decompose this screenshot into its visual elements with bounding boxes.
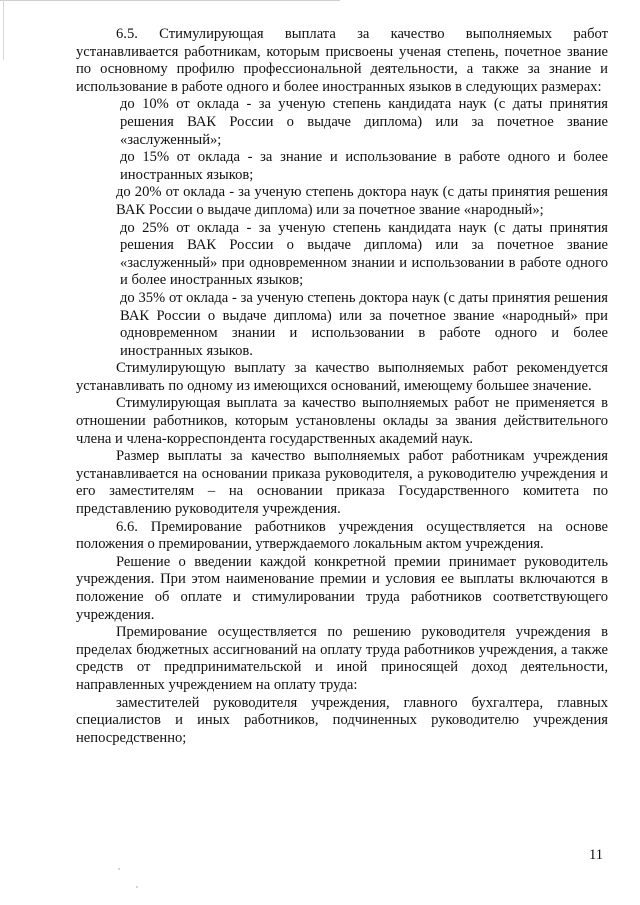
paragraph-bonus-funding: Премирование осуществляется по решению руководителя учреждения в пределах бюджетных ассигнований на оплату труда работников учреждения, а также средств от предпринимательской и иной приносящей доход деятельности, направленных учреждением на оплату труда: [76, 624, 608, 693]
scan-edge-left [3, 0, 4, 60]
page-number: 11 [589, 847, 604, 863]
list-item-10-percent: до 10% от оклада - за ученую степень кандидата наук (с даты принятия решения ВАК России о выдаче диплома) или за почетное звание «заслуженный»; [120, 96, 608, 148]
paragraph-6-5: 6.5. Стимулирующая выплата за качество выполняемых работ устанавливается работникам, которым присвоены ученая степень, почетное звание по основному профилю профессиональной деятельности, а также за знание и использование в работе одного и более иностранных языков в следующих размерах: [76, 26, 608, 95]
paragraph-6-6: 6.6. Премирование работников учреждения осуществляется на основе положения о премировании, утверждаемого локальным актом учреждения. [76, 518, 608, 553]
paragraph-not-applied: Стимулирующая выплата за качество выполняемых работ не применяется в отношении работников, которым установлены оклады за звания действительного члена и члена-корреспондента государственных академий наук. [76, 395, 608, 447]
paragraph-bonus-decision: Решение о введении каждой конкретной премии принимает руководитель учреждения. При этом наименование премии и условия ее выплаты включаются в положение об оплате и стимулировании труда работников соответствующего учреждения. [76, 553, 608, 623]
list-item-15-percent: до 15% от оклада - за знание и использование в работе одного и более иностранных языков; [120, 149, 608, 183]
scan-speck [118, 868, 120, 870]
scan-speck [136, 886, 138, 888]
list-item-20-percent: до 20% от оклада - за ученую степень доктора наук (с даты принятия решения ВАК России о выдаче диплома) или за почетное звание «народный»; [116, 184, 608, 218]
list-item-25-percent: до 25% от оклада - за ученую степень кандидата наук (с даты принятия решения ВАК России о выдаче диплома) или за почетное звание «заслуженный» при одновременном знании и использовании в работе одного и более иностранных языков; [120, 219, 608, 289]
paragraph-one-basis: Стимулирующую выплату за качество выполняемых работ рекомендуется устанавливать по одному из имеющихся оснований, имеющему большее значение. [76, 360, 608, 394]
scan-edge-top [0, 0, 340, 1]
list-item-35-percent: до 35% от оклада - за ученую степень доктора наук (с даты принятия решения ВАК России о выдаче диплома) или за почетное звание «народный» при одновременном знании и использовании в работе одного и более иностранных языков. [120, 289, 608, 359]
paragraph-deputies: заместителей руководителя учреждения, главного бухгалтера, главных специалистов и иных работников, подчиненных руководителю учреждения непосредственно; [76, 694, 608, 746]
document-page [76, 26, 608, 747]
paragraph-payment-size: Размер выплаты за качество выполняемых работ работникам учреждения устанавливается на основании приказа руководителя, а руководителю учреждения и его заместителям – на основании приказа Государственного комитета по представлению руководителя учреждения. [76, 448, 608, 518]
